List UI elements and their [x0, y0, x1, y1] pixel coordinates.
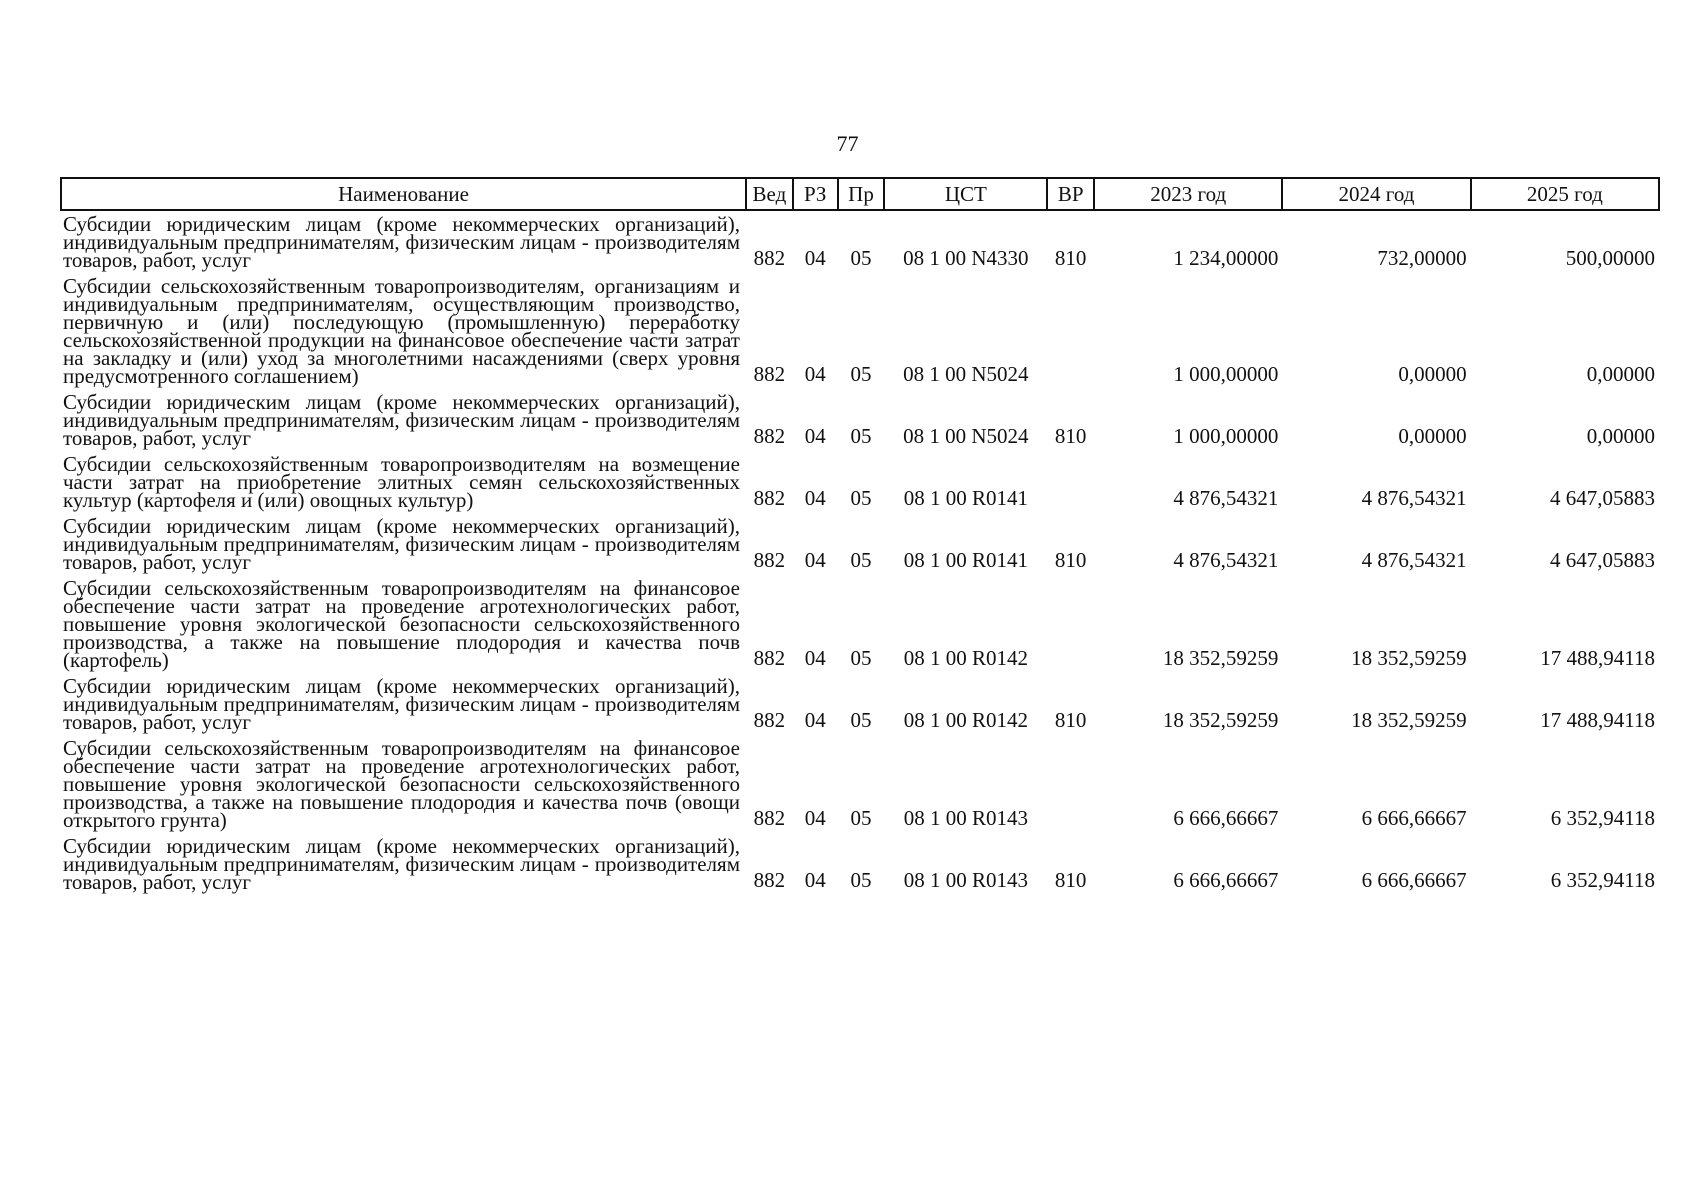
row-rz: 04	[804, 246, 826, 270]
row-ved: 882	[753, 548, 786, 572]
row-pr: 05	[850, 424, 872, 448]
row-cst: 08 1 00 N5024	[903, 424, 1029, 448]
row-2024: 0,00000	[1398, 362, 1467, 386]
row-vr	[1047, 735, 1094, 833]
row-2023: 4 876,54321	[1173, 486, 1279, 510]
row-vr: 810	[1054, 708, 1087, 732]
header-2025: 2025 год	[1471, 178, 1659, 210]
row-2025: 17 488,94118	[1540, 708, 1655, 732]
row-name: Субсидии сельскохозяйственным товаропроизводителям на возмещение части затрат на приобретение элитных семян сельскохозяйственных культур (картофеля и (или) овощных культур)	[63, 452, 740, 512]
row-2025: 6 352,94118	[1550, 868, 1655, 892]
header-2023: 2023 год	[1094, 178, 1282, 210]
row-2023: 1 000,00000	[1173, 362, 1279, 386]
table-row	[61, 673, 1659, 735]
row-2024: 18 352,59259	[1351, 708, 1467, 732]
table-body	[61, 210, 1659, 895]
header-row	[61, 178, 1659, 210]
header-cst: ЦСТ	[884, 178, 1047, 210]
header-ved: Вед	[746, 178, 793, 210]
row-2025: 6 352,94118	[1550, 806, 1655, 830]
row-ved: 882	[753, 362, 786, 386]
row-2024: 4 876,54321	[1361, 548, 1467, 572]
row-cst: 08 1 00 R0142	[903, 646, 1028, 670]
row-name: Субсидии юридическим лицам (кроме некоммерческих организаций), индивидуальным предпринимателям, физическим лицам - производителям товаров, работ, услуг	[63, 212, 740, 272]
row-cst: 08 1 00 N4330	[903, 246, 1029, 270]
row-2025: 4 647,05883	[1550, 486, 1655, 510]
header-pr: Пр	[838, 178, 885, 210]
row-vr: 810	[1054, 548, 1087, 572]
row-name: Субсидии юридическим лицам (кроме некоммерческих организаций), индивидуальным предпринимателям, физическим лицам - производителям товаров, работ, услуг	[63, 390, 740, 450]
row-vr: 810	[1054, 868, 1087, 892]
row-2025: 500,00000	[1565, 246, 1655, 270]
row-2024: 732,00000	[1377, 246, 1467, 270]
row-2024: 4 876,54321	[1361, 486, 1467, 510]
header-name: Наименование	[61, 178, 746, 210]
row-rz: 04	[804, 486, 826, 510]
table-header	[61, 178, 1659, 210]
row-ved: 882	[753, 646, 786, 670]
row-2023: 1 000,00000	[1173, 424, 1279, 448]
row-pr: 05	[850, 486, 872, 510]
row-2024: 6 666,66667	[1361, 868, 1467, 892]
row-rz: 04	[804, 646, 826, 670]
table-row	[61, 575, 1659, 673]
row-ved: 882	[753, 868, 786, 892]
header-vr: ВР	[1047, 178, 1094, 210]
row-2023: 6 666,66667	[1173, 806, 1279, 830]
row-rz: 04	[804, 806, 826, 830]
row-2025: 0,00000	[1586, 424, 1655, 448]
header-2024: 2024 год	[1282, 178, 1470, 210]
row-rz: 04	[804, 708, 826, 732]
row-2024: 0,00000	[1398, 424, 1467, 448]
row-ved: 882	[753, 424, 786, 448]
table-row	[61, 451, 1659, 513]
row-pr: 05	[850, 708, 872, 732]
table-row	[61, 389, 1659, 451]
row-pr: 05	[850, 806, 872, 830]
row-vr	[1047, 451, 1094, 513]
row-cst: 08 1 00 R0142	[903, 708, 1028, 732]
row-cst: 08 1 00 R0141	[903, 548, 1028, 572]
row-name: Субсидии юридическим лицам (кроме некоммерческих организаций), индивидуальным предпринимателям, физическим лицам - производителям товаров, работ, услуг	[63, 514, 740, 574]
row-rz: 04	[804, 362, 826, 386]
row-vr	[1047, 575, 1094, 673]
table-row	[61, 210, 1659, 273]
row-pr: 05	[850, 246, 872, 270]
row-2024: 6 666,66667	[1361, 806, 1467, 830]
budget-table	[60, 177, 1660, 895]
row-cst: 08 1 00 R0143	[903, 868, 1028, 892]
row-rz: 04	[804, 424, 826, 448]
row-2023: 18 352,59259	[1162, 646, 1279, 670]
row-pr: 05	[850, 646, 872, 670]
row-rz: 04	[804, 548, 826, 572]
row-vr: 810	[1054, 246, 1087, 270]
row-2025: 4 647,05883	[1550, 548, 1655, 572]
row-name: Субсидии сельскохозяйственным товаропроизводителям на финансовое обеспечение части затрат на проведение агротехнологических работ, повышение уровня экологической безопасности сельскохозяйственного производства, а также на повышение плодородия и качества почв (картофель)	[63, 576, 740, 672]
row-ved: 882	[753, 486, 786, 510]
row-cst: 08 1 00 R0141	[903, 486, 1028, 510]
table-row	[61, 735, 1659, 833]
row-name: Субсидии юридическим лицам (кроме некоммерческих организаций), индивидуальным предпринимателям, физическим лицам - производителям товаров, работ, услуг	[63, 834, 740, 894]
row-ved: 882	[753, 806, 786, 830]
row-pr: 05	[850, 362, 872, 386]
row-name: Субсидии юридическим лицам (кроме некоммерческих организаций), индивидуальным предпринимателям, физическим лицам - производителям товаров, работ, услуг	[63, 674, 740, 734]
row-2023: 6 666,66667	[1173, 868, 1279, 892]
row-vr	[1047, 273, 1094, 389]
row-ved: 882	[753, 708, 786, 732]
table-row	[61, 833, 1659, 895]
row-vr: 810	[1054, 424, 1087, 448]
row-2025: 17 488,94118	[1540, 646, 1655, 670]
row-2025: 0,00000	[1586, 362, 1655, 386]
row-name: Субсидии сельскохозяйственным товаропроизводителям на финансовое обеспечение части затрат на проведение агротехнологических работ, повышение уровня экологической безопасности сельскохозяйственного производства, а также на повышение плодородия и качества почв (овощи открытого грунта)	[63, 736, 740, 832]
row-2023: 18 352,59259	[1162, 708, 1279, 732]
page-number: 77	[836, 131, 859, 156]
row-pr: 05	[850, 868, 872, 892]
table-row	[61, 273, 1659, 389]
row-name: Субсидии сельскохозяйственным товаропроизводителям, организациям и индивидуальным предпринимателям, осуществляющим производство, первичную и (или) последующую (промышленную) переработку сельскохозяйственной продукции на финансовое обеспечение части затрат на закладку и (или) уход за многолетними насаждениями (сверх уровня предусмотренного соглашением)	[63, 274, 740, 388]
row-2023: 4 876,54321	[1173, 548, 1279, 572]
row-cst: 08 1 00 N5024	[903, 362, 1029, 386]
row-2024: 18 352,59259	[1351, 646, 1467, 670]
header-rz: РЗ	[793, 178, 838, 210]
table-row	[61, 513, 1659, 575]
row-ved: 882	[753, 246, 786, 270]
row-cst: 08 1 00 R0143	[903, 806, 1028, 830]
row-rz: 04	[804, 868, 826, 892]
row-2023: 1 234,00000	[1173, 246, 1279, 270]
row-pr: 05	[850, 548, 872, 572]
